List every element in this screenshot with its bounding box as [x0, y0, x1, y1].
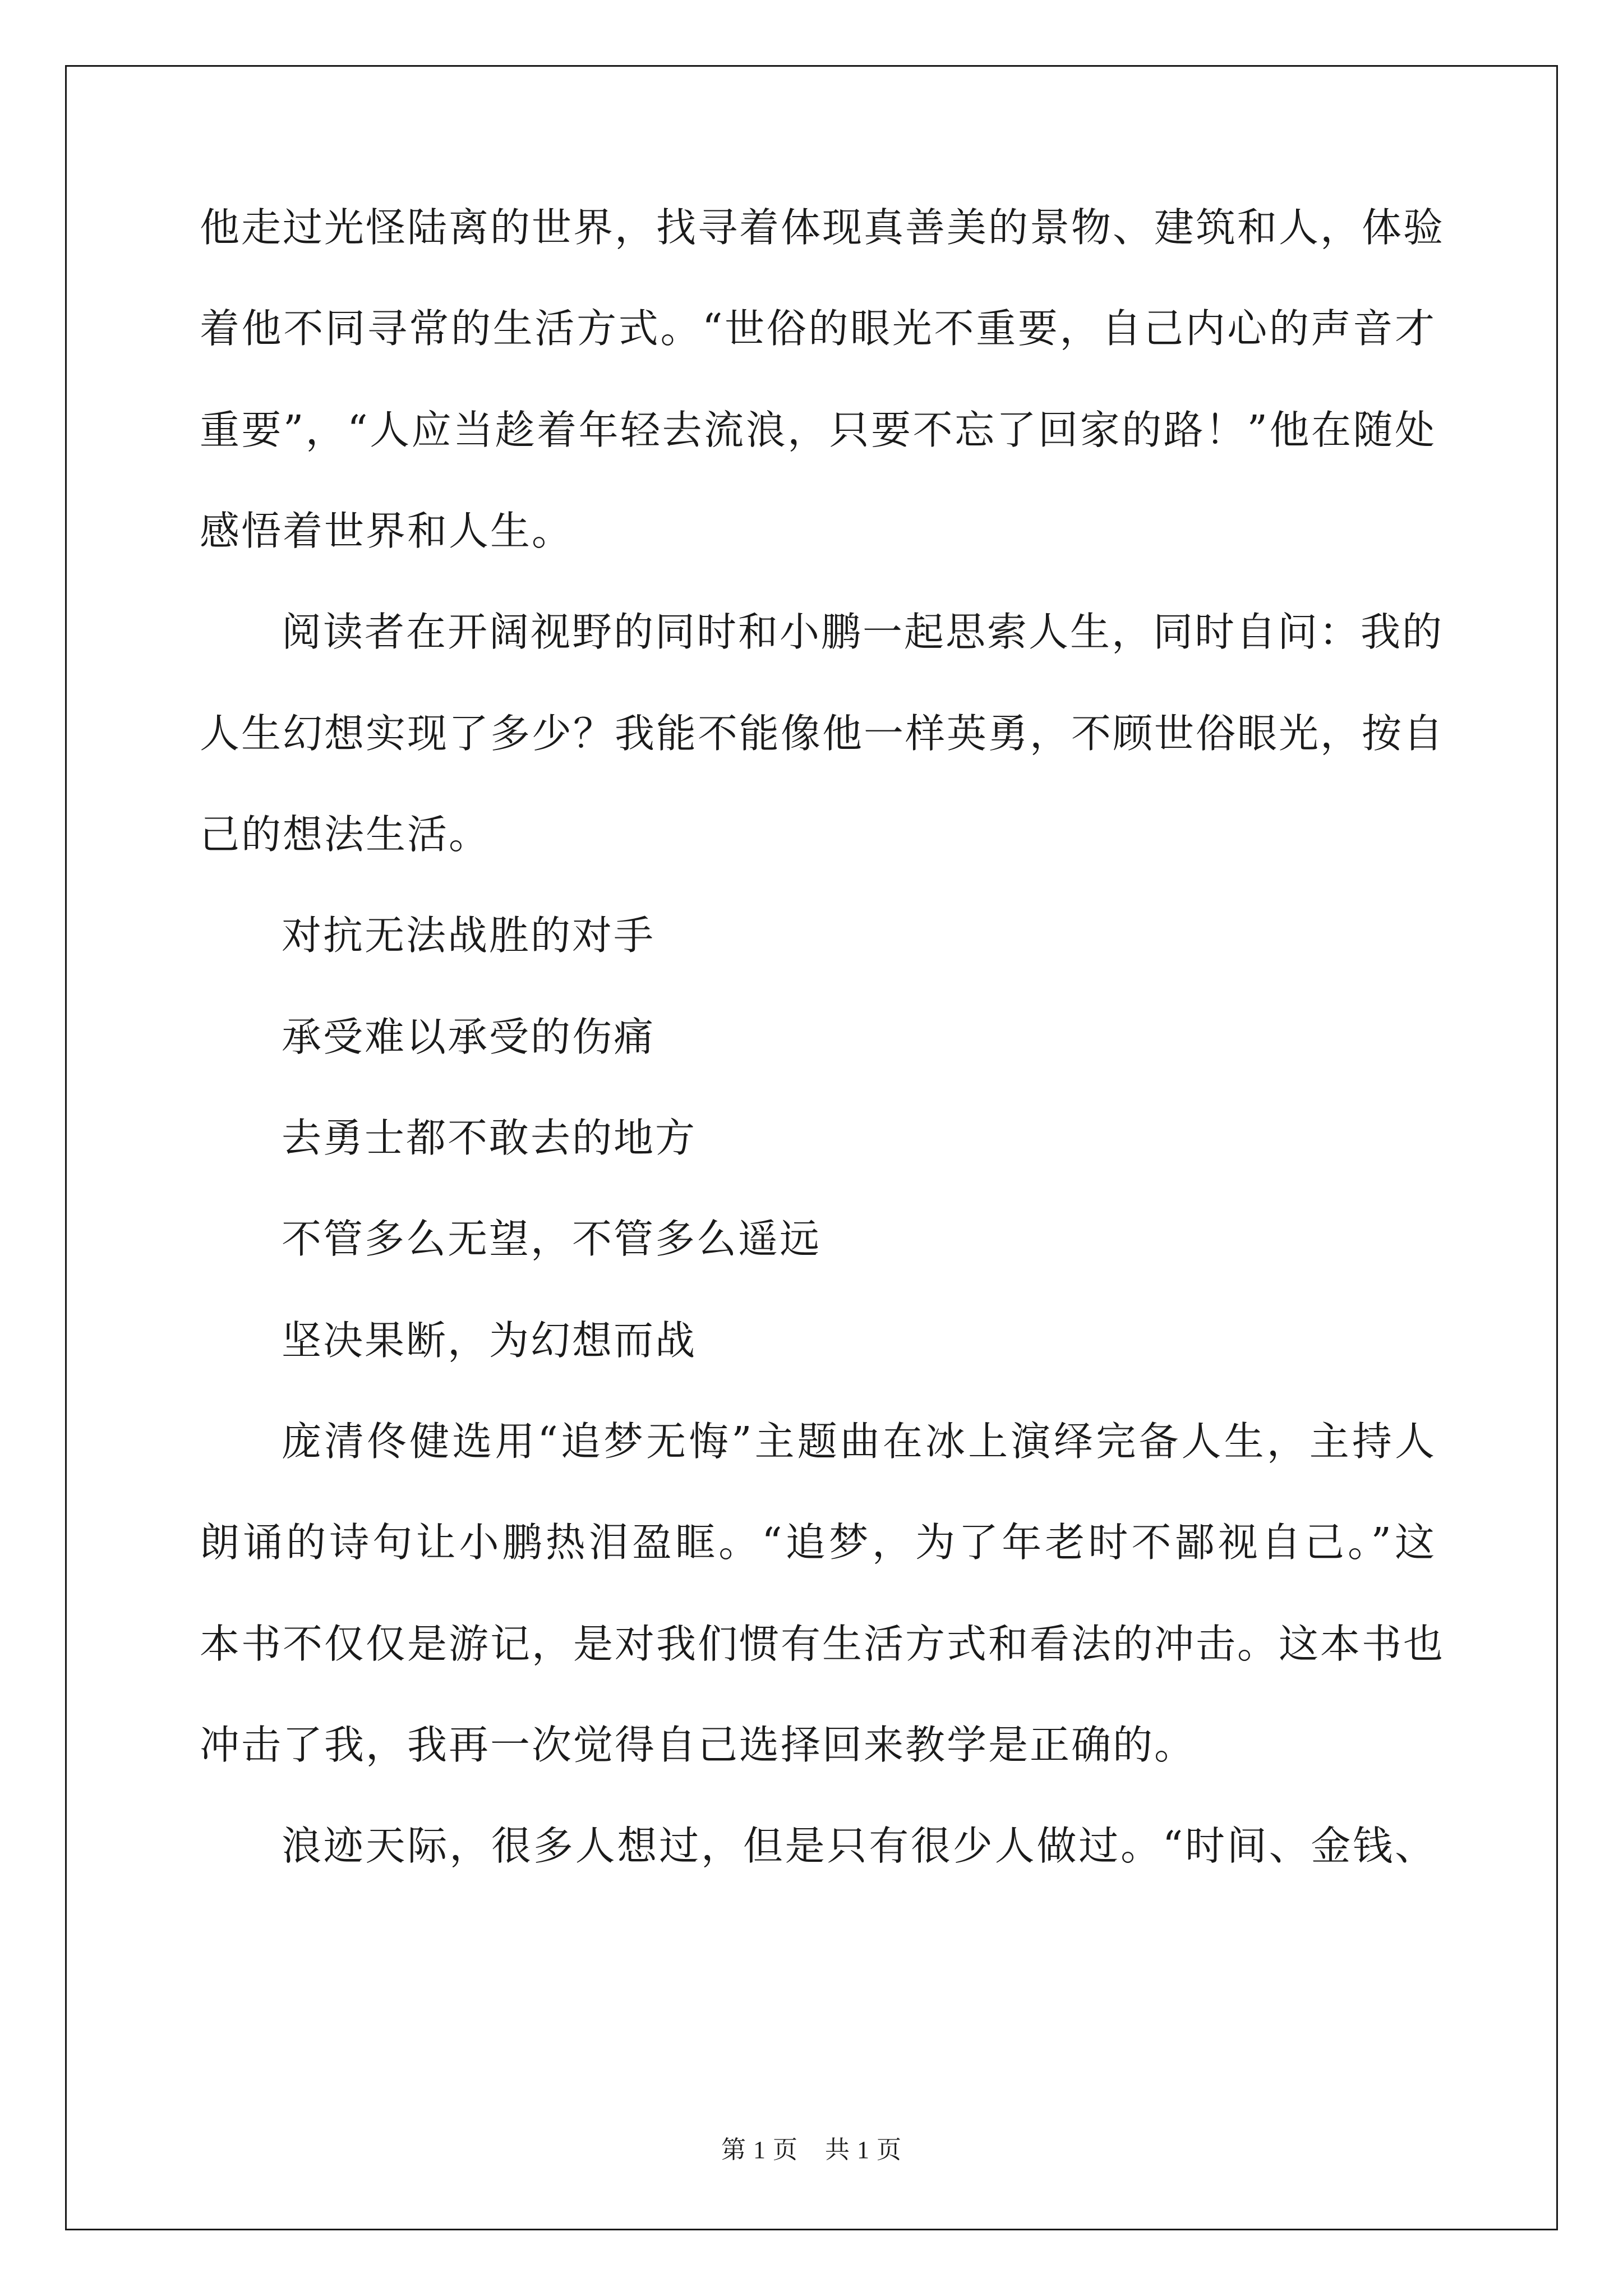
text-line: 他走过光怪陆离的世界，找寻着体现真善美的景物、建筑和人，体验	[200, 204, 1445, 251]
text-line: 己的想法生活。	[200, 811, 491, 858]
poem-line: 坚决果断，为幻想而战	[282, 1317, 697, 1364]
text-line: 重要”，“人应当趁着年轻去流浪，只要不忘了回家的路！”他在随处	[200, 407, 1436, 453]
paragraph-first-line: 浪迹天际，很多人想过，但是只有很少人做过。“时间、金钱、	[282, 1823, 1436, 1869]
paragraph-first-line: 庞清佟健选用“追梦无悔”主题曲在冰上演绎完备人生，主持人	[282, 1418, 1436, 1465]
text-line: 冲击了我，我再一次觉得自己选择回来教学是正确的。	[200, 1722, 1196, 1768]
text-line: 朗诵的诗句让小鹏热泪盈眶。“追梦，为了年老时不鄙视自己。”这	[200, 1519, 1436, 1566]
poem-line: 去勇士都不敢去的地方	[282, 1115, 697, 1161]
text-line: 着他不同寻常的生活方式。“世俗的眼光不重要，自己内心的声音才	[200, 305, 1436, 352]
poem-line: 承受难以承受的伤痛	[282, 1014, 656, 1060]
text-line: 感悟着世界和人生。	[200, 508, 574, 554]
poem-line: 对抗无法战胜的对手	[282, 912, 656, 959]
text-line: 本书不仅仅是游记，是对我们惯有生活方式和看法的冲击。这本书也	[200, 1621, 1445, 1667]
poem-line: 不管多么无望，不管多么遥远	[282, 1216, 822, 1262]
paragraph-first-line: 阅读者在开阔视野的同时和小鹏一起思索人生，同时自问：我的	[282, 609, 1444, 655]
page-number-label: 第 1 页 共 1 页	[721, 2136, 902, 2164]
text-line: 人生幻想实现了多少？我能不能像他一样英勇，不顾世俗眼光，按自	[200, 710, 1445, 757]
page-footer	[0, 2136, 1623, 2164]
